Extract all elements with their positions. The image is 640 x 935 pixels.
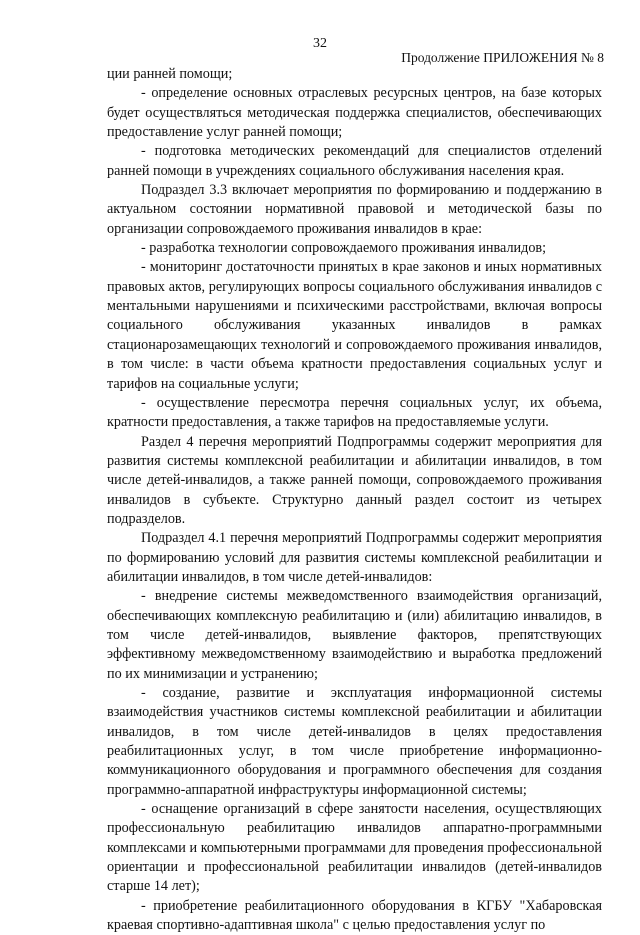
paragraph: - подготовка методических рекомендаций для специалистов отделений ранней помощи в учреждениях социального обслуживания населения края. <box>107 143 602 179</box>
paragraph: - оснащение организаций в сфере занятости населения, осуществляющих профессиональную реабилитацию инвалидов аппаратно-программными комплексами и компьютерными программами для проведения профессиональной ориентации и профессиональной реабилитации инвалидов (детей-инвалидов старше 14 лет); <box>107 801 602 895</box>
paragraph: ции ранней помощи; <box>107 66 233 82</box>
paragraph: - мониторинг достаточности принятых в крае законов и иных нормативных правовых актов, регулирующих вопросы социального обслуживания инвалидов с ментальными нарушениями и психическими расстройствами, включая вопросы социального обслуживания указанных инвалидов в рамках стационарозамещающих технологий и сопровождаемого проживания инвалидов, в том числе: в части объема кратности предоставления социальных услуг и тарифов на социальные услуги; <box>107 259 602 392</box>
paragraph: - внедрение системы межведомственного взаимодействия организаций, обеспечивающих комплексную реабилитацию и (или) абилитацию инвалидов, в том числе детей-инвалидов, выявление факторов, препятствующих эффективному межведомственному взаимодействию и выработка предложений по их минимизации и устранению; <box>107 588 602 682</box>
paragraph: Подраздел 3.3 включает мероприятия по формированию и поддержанию в актуальном состоянии нормативной правовой и методической базы по организации сопровождаемого проживания инвалидов в крае: <box>107 182 602 237</box>
paragraph: Раздел 4 перечня мероприятий Подпрограммы содержит мероприятия для развития системы комплексной реабилитации и абилитации инвалидов, в том числе детей-инвалидов, а также ранней помощи, сопровождаемого проживания инвалидов в субъекте. Структурно данный раздел состоит из четырех подразделов. <box>107 433 602 527</box>
document-body <box>107 65 602 935</box>
paragraph: - создание, развитие и эксплуатация информационной системы взаимодействия участников системы комплексной реабилитации и абилитации инвалидов, в том числе детей-инвалидов в целях предоставления реабилитационных услуг, в том числе приобретение информационно-коммуникационного оборудования и программного обеспечения для создания программно-аппаратной инфраструктуры информационной системы; <box>107 685 602 798</box>
paragraph: Подраздел 4.1 перечня мероприятий Подпрограммы содержит мероприятия по формированию условий для развития системы комплексной реабилитации и абилитации инвалидов, в том числе детей-инвалидов: <box>107 530 602 585</box>
running-header: Продолжение ПРИЛОЖЕНИЯ № 8 <box>401 50 604 65</box>
paragraph: - приобретение реабилитационного оборудования в КГБУ "Хабаровская краевая спортивно-адаптивная школа" с целью предоставления услуг по <box>107 897 602 934</box>
paragraph: - определение основных отраслевых ресурсных центров, на базе которых будет осуществляться методическая поддержка специалистов, обеспечивающих предоставление услуг ранней помощи; <box>107 85 602 141</box>
paragraph: - разработка технологии сопровождаемого проживания инвалидов; <box>141 240 547 257</box>
page-number: 32 <box>313 36 327 51</box>
paragraph: - осуществление пересмотра перечня социальных услуг, их объема, кратности предоставления, а также тарифов на предоставляемые услуги. <box>107 394 602 431</box>
